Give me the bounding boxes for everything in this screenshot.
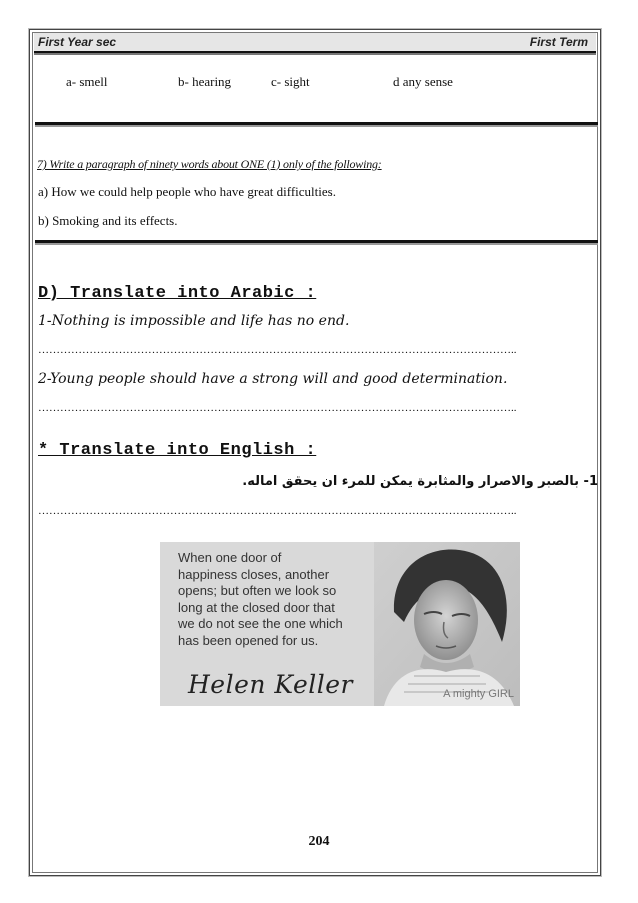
section-d-title: D) Translate into Arabic :	[38, 284, 317, 303]
header-term: First Term	[529, 35, 588, 49]
topic-b: b) Smoking and its effects.	[38, 213, 178, 228]
page-number: 204	[308, 834, 330, 849]
answer-line: …………………………………………………………………………………………………………………..	[38, 505, 517, 517]
answer-line: …………………………………………………………………………………………………………………..	[38, 402, 517, 414]
option-b: b- hearing	[178, 74, 232, 89]
section-e-title: * Translate into English :	[38, 441, 317, 460]
option-a: a- smell	[66, 74, 108, 89]
arabic-sentence-1: 1-Nothing is impossible and life has no end.	[38, 313, 350, 329]
brand-watermark: A mighty GIRL	[443, 688, 514, 700]
divider	[35, 122, 598, 125]
portrait-image	[374, 542, 520, 706]
divider	[35, 240, 598, 243]
option-d: d any sense	[393, 74, 453, 89]
page-header	[34, 33, 596, 53]
arabic-sentence-2: 2-Young people should have a strong will and good determination.	[38, 371, 508, 387]
header-year: First Year sec	[38, 35, 117, 49]
answer-line: …………………………………………………………………………………………………………………..	[38, 344, 517, 356]
quote-text: When one door of happiness closes, another opens; but often we look so long at the closed door that we do not see the one which has been opened for us.	[178, 550, 343, 648]
option-c: c- sight	[271, 74, 310, 89]
signature: Helen Keller	[188, 670, 353, 699]
writing-instruction: 7) Write a paragraph of ninety words about ONE (1) only of the following:	[37, 157, 382, 171]
helen-keller-quote-image	[160, 542, 520, 706]
english-sentence-1: 1- بالصبر والاصرار والمثابرة يمكن للمرء ان يحقق اماله.	[242, 474, 598, 489]
topic-a: a) How we could help people who have great difficulties.	[38, 184, 336, 199]
